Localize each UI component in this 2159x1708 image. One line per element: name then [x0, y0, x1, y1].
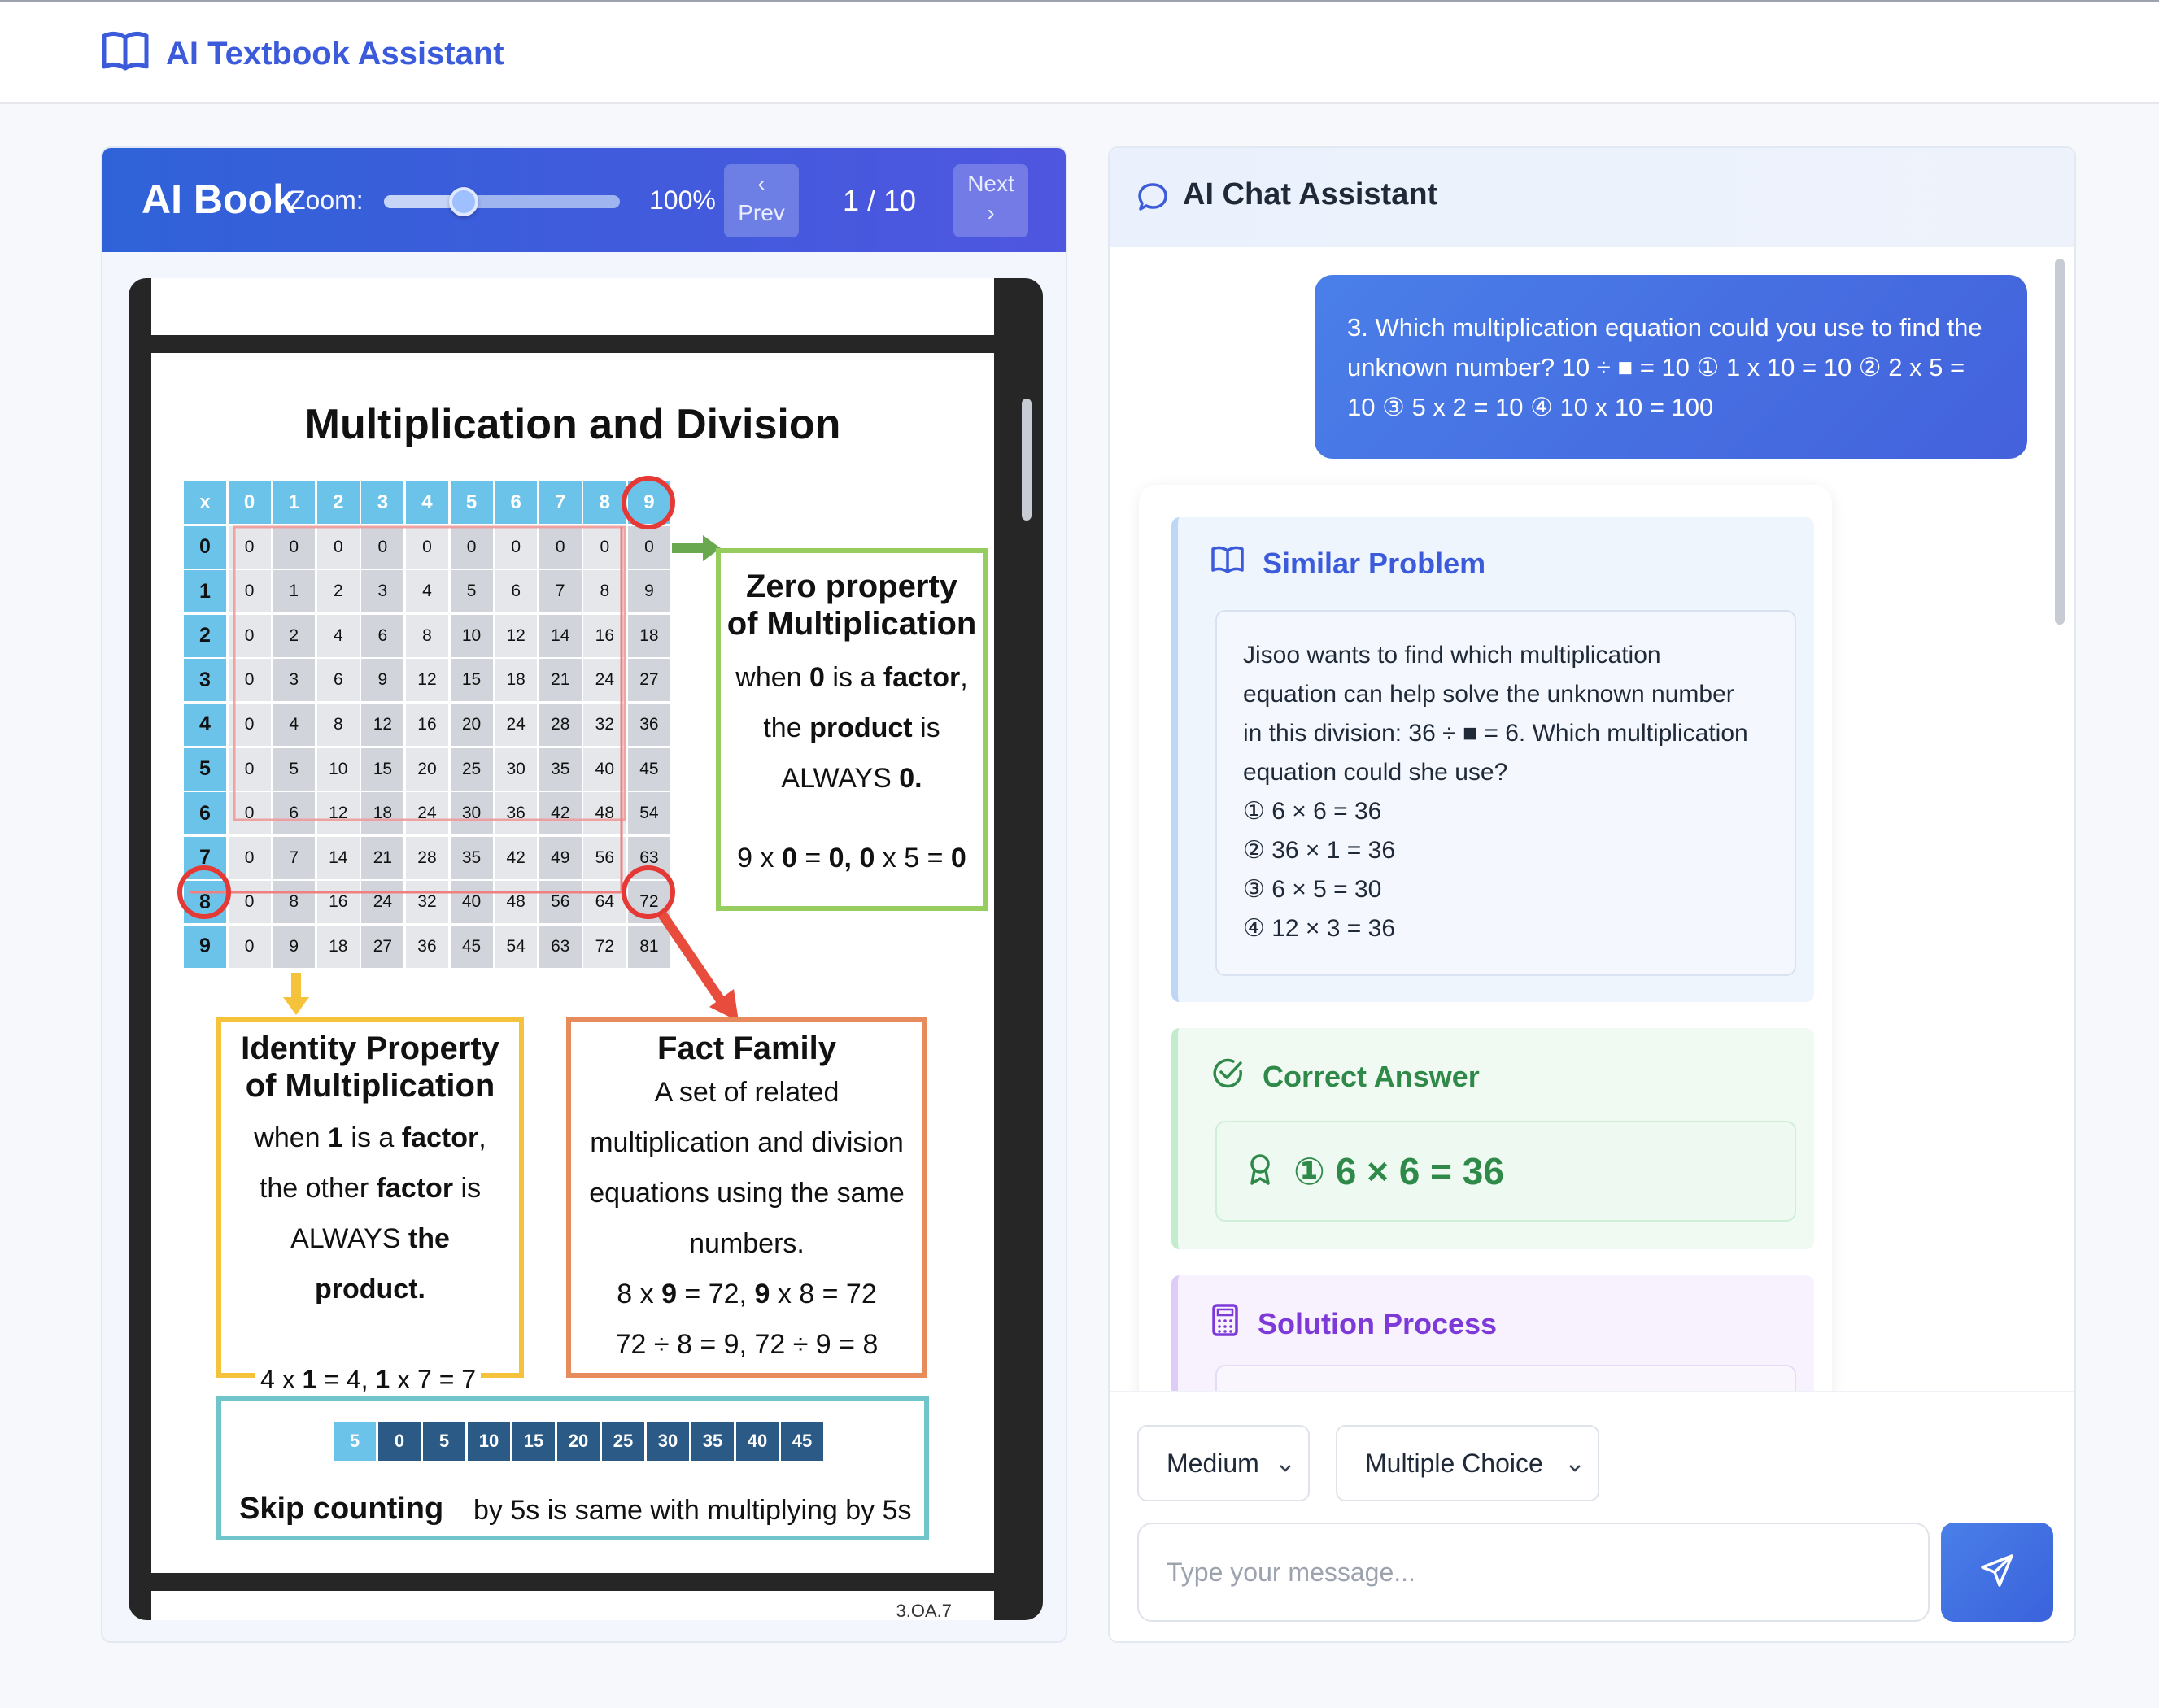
zero-line-3: ALWAYS 0. — [781, 763, 922, 794]
zero-line-1: when 0 is a factor, — [735, 662, 968, 693]
table-cell: 24 — [583, 659, 626, 701]
difficulty-select[interactable] — [1137, 1425, 1310, 1501]
send-icon — [1979, 1553, 2015, 1593]
table-cell: 10 — [451, 615, 493, 657]
table-cell: 14 — [317, 837, 360, 879]
table-cell: 0 — [273, 526, 315, 569]
table-row-header: 5 — [184, 748, 226, 791]
table-cell: 40 — [451, 881, 493, 923]
table-cell: 6 — [273, 792, 315, 834]
option-1: ① 6 × 6 = 36 — [1243, 798, 1382, 825]
zero-title-1: Zero property — [745, 569, 958, 604]
correct-answer: ① 6 × 6 = 36 — [1293, 1150, 1504, 1192]
table-cell: 35 — [539, 748, 582, 791]
table-cell: 20 — [451, 704, 493, 746]
table-row-header: 8 — [184, 881, 226, 923]
correct-heading: Correct Answer — [1263, 1059, 1480, 1093]
table-cell: 36 — [406, 926, 448, 968]
fact-title: Fact Family — [656, 1030, 837, 1066]
book-scrollbar[interactable] — [1022, 399, 1032, 521]
table-cell: 9 — [361, 659, 403, 701]
table-cell: 54 — [495, 926, 537, 968]
table-cell: 9 — [628, 570, 670, 612]
table-cell: 72 — [583, 926, 626, 968]
book-toolbar — [102, 148, 1067, 252]
table-col-header: 0 — [229, 481, 271, 524]
table-cell: 0 — [229, 881, 271, 923]
table-cell: 12 — [317, 792, 360, 834]
brand[interactable] — [101, 29, 504, 79]
table-col-header: 6 — [495, 481, 537, 524]
table-row-header: 9 — [184, 926, 226, 968]
table-cell: 63 — [539, 926, 582, 968]
question-type-select[interactable] — [1336, 1425, 1599, 1501]
table-cell: 15 — [361, 748, 403, 791]
table-cell: 63 — [628, 837, 670, 879]
book-page — [151, 353, 994, 1573]
table-cell: 8 — [317, 704, 360, 746]
table-cell: 36 — [628, 704, 670, 746]
table-cell: 64 — [583, 881, 626, 923]
page-indicator: 1 / 10 — [843, 184, 917, 217]
table-cell: 27 — [628, 659, 670, 701]
table-row-header: 0 — [184, 526, 226, 569]
table-cell: 20 — [406, 748, 448, 791]
correct-heading-row — [1210, 1056, 1480, 1097]
table-cell: 6 — [495, 570, 537, 612]
identity-line-3: ALWAYS the — [290, 1223, 450, 1254]
table-cell: 0 — [583, 526, 626, 569]
skip-cell: 5 — [334, 1422, 376, 1461]
table-col-header: 3 — [361, 481, 403, 524]
open-book-icon — [101, 29, 150, 79]
chat-bubble-icon — [1136, 181, 1170, 219]
zero-equation: 9 x 0 = 0, 0 x 5 = 0 — [737, 843, 966, 874]
skip-cell: 25 — [602, 1422, 644, 1461]
identity-title-1: Identity Property — [241, 1030, 499, 1066]
chevron-left-icon: ‹ — [757, 171, 765, 196]
identity-line-2: the other factor is — [259, 1173, 482, 1204]
table-cell: 30 — [451, 792, 493, 834]
skip-counting-row — [334, 1422, 823, 1461]
table-cell: 0 — [229, 837, 271, 879]
table-cell: 8 — [583, 570, 626, 612]
table-cell: 0 — [229, 926, 271, 968]
table-cell: 30 — [495, 748, 537, 791]
table-cell: 48 — [583, 792, 626, 834]
check-circle-icon — [1210, 1056, 1245, 1097]
table-cell: 6 — [317, 659, 360, 701]
chevron-right-icon: › — [987, 200, 995, 225]
identity-arrow-head — [283, 997, 309, 1015]
table-cell: 4 — [317, 615, 360, 657]
table-cell: 18 — [628, 615, 670, 657]
table-cell: 54 — [628, 792, 670, 834]
table-cell: 56 — [583, 837, 626, 879]
similar-line-2: equation can help solve the unknown number — [1243, 681, 1734, 708]
table-cell: 9 — [273, 926, 315, 968]
table-cell: 40 — [583, 748, 626, 791]
table-row-header: 7 — [184, 837, 226, 879]
table-cell: 16 — [317, 881, 360, 923]
zero-title-2: of Multiplication — [726, 606, 977, 642]
table-cell: 0 — [406, 526, 448, 569]
table-cell: 0 — [361, 526, 403, 569]
table-cell: 24 — [361, 881, 403, 923]
table-cell: 15 — [451, 659, 493, 701]
next-page-button[interactable] — [953, 164, 1028, 237]
table-cell: 16 — [583, 615, 626, 657]
zero-property-box — [716, 548, 988, 911]
skip-label: Skip counting — [239, 1492, 444, 1526]
table-cell: 2 — [273, 615, 315, 657]
skip-cell: 0 — [378, 1422, 421, 1461]
table-cell: 24 — [406, 792, 448, 834]
chevron-down-icon — [1276, 1454, 1295, 1484]
table-cell: 21 — [361, 837, 403, 879]
table-cell: 6 — [361, 615, 403, 657]
skip-cell: 5 — [423, 1422, 465, 1461]
send-button[interactable] — [1941, 1523, 2053, 1622]
table-cell: 0 — [628, 526, 670, 569]
table-cell: 7 — [539, 570, 582, 612]
book-icon — [1210, 545, 1245, 582]
fact-line-3: equations using the same — [589, 1178, 905, 1209]
identity-property-box — [216, 1017, 524, 1378]
table-cell: 5 — [273, 748, 315, 791]
zero-line-2: the product is — [763, 712, 940, 743]
similar-line-4: equation could she use? — [1243, 759, 1508, 786]
table-cell: 12 — [495, 615, 537, 657]
similar-problem-text — [1215, 610, 1796, 976]
identity-title-2: of Multiplication — [245, 1068, 495, 1104]
table-cell: 4 — [273, 704, 315, 746]
assistant-response — [1139, 485, 1832, 1536]
previous-page-edge — [151, 278, 994, 335]
zoom-value: 100% — [649, 185, 716, 215]
table-col-header: 9 — [628, 481, 670, 524]
table-col-header: 8 — [583, 481, 626, 524]
skip-cell: 45 — [781, 1422, 823, 1461]
table-cell: 1 — [273, 570, 315, 612]
table-row-header: 1 — [184, 570, 226, 612]
table-cell: 4 — [406, 570, 448, 612]
zoom-slider-thumb[interactable] — [449, 187, 478, 216]
multiplication-table — [184, 481, 670, 968]
correct-answer-box — [1215, 1121, 1796, 1222]
message-input[interactable] — [1137, 1523, 1930, 1622]
app-title: AI Textbook Assistant — [166, 36, 504, 72]
similar-heading-row — [1210, 545, 1485, 582]
user-message: 3. Which multiplication equation could you use to find the unknown number? 10 ÷ ■ = 10 ① 1 x 10 = 10 ② 2 x 5 = 10 ③ 5 x 2 = 10 ④ 10 x 10 = 100 — [1315, 275, 2027, 459]
table-cell: 56 — [539, 881, 582, 923]
identity-line-4: product. — [315, 1274, 425, 1305]
table-col-header: 2 — [317, 481, 360, 524]
table-cell: 3 — [273, 659, 315, 701]
prev-page-button[interactable] — [724, 164, 799, 237]
table-cell: 2 — [317, 570, 360, 612]
table-cell: 8 — [273, 881, 315, 923]
next-page-edge — [151, 1591, 994, 1620]
identity-line-1: when 1 is a factor, — [254, 1122, 486, 1153]
table-cell: 10 — [317, 748, 360, 791]
difficulty-value: Medium — [1167, 1448, 1259, 1478]
chat-title: AI Chat Assistant — [1183, 177, 1438, 211]
table-row-header: 6 — [184, 792, 226, 834]
table-corner: x — [184, 481, 226, 524]
option-3: ③ 6 × 5 = 30 — [1243, 876, 1382, 903]
table-cell: 18 — [361, 792, 403, 834]
solution-heading-row — [1210, 1303, 1497, 1344]
prev-label: Prev — [738, 200, 785, 225]
similar-heading: Similar Problem — [1263, 546, 1486, 580]
table-cell: 12 — [361, 704, 403, 746]
table-cell: 42 — [495, 837, 537, 879]
skip-counting-box — [216, 1396, 929, 1540]
similar-problem-section — [1171, 517, 1814, 1002]
table-cell: 0 — [317, 526, 360, 569]
fact-line-4: numbers. — [689, 1228, 805, 1259]
table-cell: 12 — [406, 659, 448, 701]
table-cell: 35 — [451, 837, 493, 879]
table-cell: 0 — [229, 659, 271, 701]
skip-cell: 20 — [557, 1422, 600, 1461]
chat-input-area — [1110, 1391, 2076, 1643]
table-cell: 27 — [361, 926, 403, 968]
next-label: Next — [967, 171, 1014, 196]
table-cell: 0 — [229, 748, 271, 791]
table-cell: 49 — [539, 837, 582, 879]
fact-line-1: A set of related — [654, 1077, 840, 1108]
skip-cell: 40 — [736, 1422, 779, 1461]
table-cell: 81 — [628, 926, 670, 968]
table-cell: 48 — [495, 881, 537, 923]
table-cell: 8 — [406, 615, 448, 657]
table-cell: 16 — [406, 704, 448, 746]
table-cell: 3 — [361, 570, 403, 612]
skip-description: by 5s is same with multiplying by 5s — [473, 1495, 912, 1526]
book-panel — [101, 146, 1067, 1643]
option-2: ② 36 × 1 = 36 — [1243, 837, 1396, 864]
similar-line-3: in this division: 36 ÷ ■ = 6. Which multiplication — [1243, 720, 1748, 747]
skip-cell: 30 — [647, 1422, 689, 1461]
table-cell: 0 — [229, 526, 271, 569]
table-cell: 7 — [273, 837, 315, 879]
table-cell: 45 — [628, 748, 670, 791]
table-cell: 0 — [229, 615, 271, 657]
chat-scrollbar[interactable] — [2055, 259, 2065, 625]
zoom-slider[interactable] — [384, 195, 620, 208]
table-cell: 32 — [583, 704, 626, 746]
question-type-value: Multiple Choice — [1365, 1448, 1543, 1478]
fact-family-box — [566, 1017, 927, 1378]
table-cell: 0 — [229, 570, 271, 612]
table-cell: 28 — [406, 837, 448, 879]
table-col-header: 1 — [273, 481, 315, 524]
table-cell: 0 — [229, 704, 271, 746]
fact-arrow-shaft — [662, 914, 721, 1000]
fact-line-2: multiplication and division — [590, 1127, 904, 1158]
chat-messages[interactable] — [1110, 247, 2076, 1536]
book-viewer[interactable] — [129, 278, 1043, 1620]
table-cell: 0 — [495, 526, 537, 569]
page-title: Multiplication and Division — [304, 401, 841, 448]
table-col-header: 4 — [406, 481, 448, 524]
standard-code: 3.OA.7 — [896, 1601, 952, 1620]
table-cell: 36 — [495, 792, 537, 834]
table-cell: 42 — [539, 792, 582, 834]
table-cell: 14 — [539, 615, 582, 657]
chevron-down-icon — [1565, 1454, 1585, 1484]
table-cell: 0 — [451, 526, 493, 569]
zoom-label: Zoom: — [290, 185, 364, 215]
similar-line-1: Jisoo wants to find which multiplication — [1243, 642, 1661, 669]
table-row-header: 2 — [184, 615, 226, 657]
table-col-header: 5 — [451, 481, 493, 524]
chat-panel — [1108, 146, 2076, 1643]
table-cell: 24 — [495, 704, 537, 746]
table-cell: 18 — [317, 926, 360, 968]
calculator-icon — [1210, 1303, 1240, 1344]
table-row-header: 4 — [184, 704, 226, 746]
table-cell: 18 — [495, 659, 537, 701]
skip-cell: 35 — [691, 1422, 734, 1461]
app-header — [0, 0, 2159, 104]
table-cell: 28 — [539, 704, 582, 746]
correct-answer-section — [1171, 1028, 1814, 1249]
table-col-header: 7 — [539, 481, 582, 524]
table-row-header: 3 — [184, 659, 226, 701]
option-4: ④ 12 × 3 = 36 — [1243, 915, 1396, 942]
solution-heading: Solution Process — [1258, 1306, 1498, 1340]
table-cell: 72 — [628, 881, 670, 923]
table-cell: 32 — [406, 881, 448, 923]
table-cell: 5 — [451, 570, 493, 612]
chat-header — [1110, 148, 2076, 247]
skip-cell: 15 — [512, 1422, 555, 1461]
table-cell: 21 — [539, 659, 582, 701]
fact-equation-2: 72 ÷ 8 = 9, 72 ÷ 9 = 8 — [615, 1329, 879, 1360]
identity-equation: 4 x 1 = 4, 1 x 7 = 7 — [255, 1365, 481, 1395]
table-cell: 45 — [451, 926, 493, 968]
fact-equation-1: 8 x 9 = 72, 9 x 8 = 72 — [617, 1279, 877, 1309]
table-cell: 0 — [539, 526, 582, 569]
table-cell: 0 — [229, 792, 271, 834]
award-icon — [1246, 1152, 1274, 1191]
table-cell: 25 — [451, 748, 493, 791]
skip-cell: 10 — [468, 1422, 510, 1461]
book-title: AI Book — [142, 176, 295, 222]
